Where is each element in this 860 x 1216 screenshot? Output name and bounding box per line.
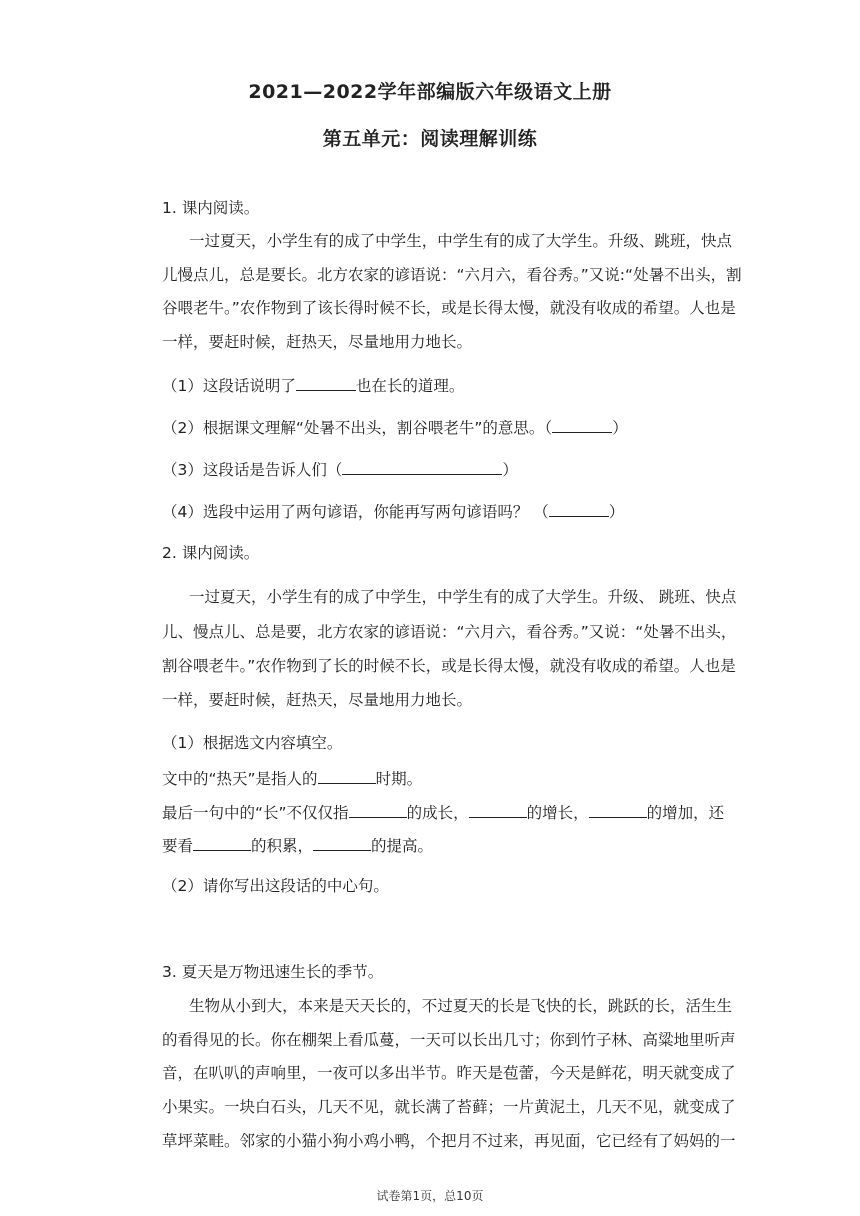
q1-heading: 1. 课内阅读。 xyxy=(162,199,260,217)
q3-passage-line: 草坪菜畦。邻家的小猫小狗小鸡小鸭，个把月不过来，再见面，它已经有了妈妈的一 xyxy=(162,1132,736,1150)
q2-sub2: （2）请你写出这段话的中心句。 xyxy=(162,877,389,895)
q2-passage-line: 一样，要赶时候，赶热天，尽量地用力地长。 xyxy=(162,691,473,709)
answer-blank[interactable] xyxy=(549,500,609,517)
q3-passage-line: 小果实。一块白石头，几天不见，就长满了苔藓；一片黄泥土，几天不见，就变成了 xyxy=(162,1098,736,1116)
answer-blank[interactable] xyxy=(589,801,647,818)
answer-blank[interactable] xyxy=(296,374,356,391)
q2-passage-line: 儿、慢点儿、总是要，北方农家的谚语说：“六月六，看谷秀。”又说：“处暑不出头， xyxy=(162,623,737,641)
q2-fill1 xyxy=(162,767,732,789)
q1-sub1-text: 也在长的道理。 xyxy=(355,377,465,395)
q2-fill2 xyxy=(162,801,732,823)
q2-heading: 2. 课内阅读。 xyxy=(162,544,260,562)
q3-passage-line: 的看得见的长。你在棚架上看瓜蔓，一天可以长出几寸；你到竹子林、高粱地里听声 xyxy=(162,1031,736,1049)
q1-sub2-text: （2）根据课文理解“处暑不出头，割谷喂老牛”的意思。（ xyxy=(162,419,553,437)
q2-sub1: （1）根据选文内容填空。 xyxy=(162,734,343,752)
q2-fill-text: 时期。 xyxy=(375,770,423,788)
q3-passage-line: 音，在叭叭的声响里，一夜可以多出半节。昨天是苞蕾，今天是鲜花，明天就变成了 xyxy=(162,1064,736,1082)
answer-blank[interactable] xyxy=(193,834,251,851)
q2-passage-line: 割谷喂老牛。”农作物到了长的时候不长，或是长得太慢，就没有收成的希望。人也是 xyxy=(162,657,736,675)
q1-sub3 xyxy=(162,458,732,480)
document-subtitle: 第五单元：阅读理解训练 xyxy=(322,128,538,150)
q1-sub3-text: （3）这段话是告诉人们（ xyxy=(162,461,343,479)
q1-sub2 xyxy=(162,416,732,438)
q1-sub2-text: ） xyxy=(612,419,628,437)
q1-passage-line: 谷喂老牛。”农作物到了该长得时候不长，或是长得太慢，就没有收成的希望。人也是 xyxy=(162,299,736,317)
answer-blank[interactable] xyxy=(469,801,527,818)
q2-fill-text: 要看 xyxy=(162,837,194,855)
q1-sub4 xyxy=(162,500,732,522)
q1-passage-line: 儿慢点儿，总是要长。北方农家的谚语说：“六月六，看谷秀。”又说:“处暑不出头，割 xyxy=(162,266,742,284)
q1-sub4-text: （4）选段中运用了两句谚语，你能再写两句谚语吗？ （ xyxy=(162,503,549,521)
q2-fill-text: 的增加，还 xyxy=(646,804,725,822)
q2-fill-text: 文中的“热天”是指人的 xyxy=(162,770,318,788)
answer-blank[interactable] xyxy=(552,416,612,433)
q1-passage-line: 一样，要赶时候，赶热天，尽量地用力地长。 xyxy=(162,333,473,351)
q2-fill-text: 的提高。 xyxy=(371,837,434,855)
answer-blank[interactable] xyxy=(342,458,502,475)
document-title: 2021—2022学年部编版六年级语文上册 xyxy=(248,81,612,103)
q2-fill-text: 的成长， xyxy=(406,804,469,822)
q2-passage-line: 一过夏天，小学生有的成了中学生，中学生有的成了大学生。升级、 跳班、快点 xyxy=(189,588,737,606)
q1-sub3-text: ） xyxy=(502,461,518,479)
q1-passage-line: 一过夏天，小学生有的成了中学生，中学生有的成了大学生。升级、跳班，快点 xyxy=(189,232,732,250)
q3-passage-line: 生物从小到大，本来是天天长的，不过夏天的长是飞快的长，跳跃的长，活生生 xyxy=(189,997,732,1015)
q2-fill3 xyxy=(162,834,732,856)
answer-blank[interactable] xyxy=(313,834,371,851)
answer-blank[interactable] xyxy=(318,767,376,784)
q2-fill-text: 最后一句中的“长”不仅仅指 xyxy=(162,804,349,822)
q1-sub4-text: ） xyxy=(608,503,625,521)
answer-blank[interactable] xyxy=(349,801,407,818)
q3-heading: 3. 夏天是万物迅速生长的季节。 xyxy=(162,963,384,981)
q1-sub1 xyxy=(162,374,732,396)
q2-fill-text: 的增长， xyxy=(526,804,589,822)
q1-sub1-text: （1）这段话说明了 xyxy=(162,377,296,395)
page-footer: 试卷第1页，总10页 xyxy=(376,1189,484,1203)
q2-fill-text: 的积累， xyxy=(251,837,314,855)
